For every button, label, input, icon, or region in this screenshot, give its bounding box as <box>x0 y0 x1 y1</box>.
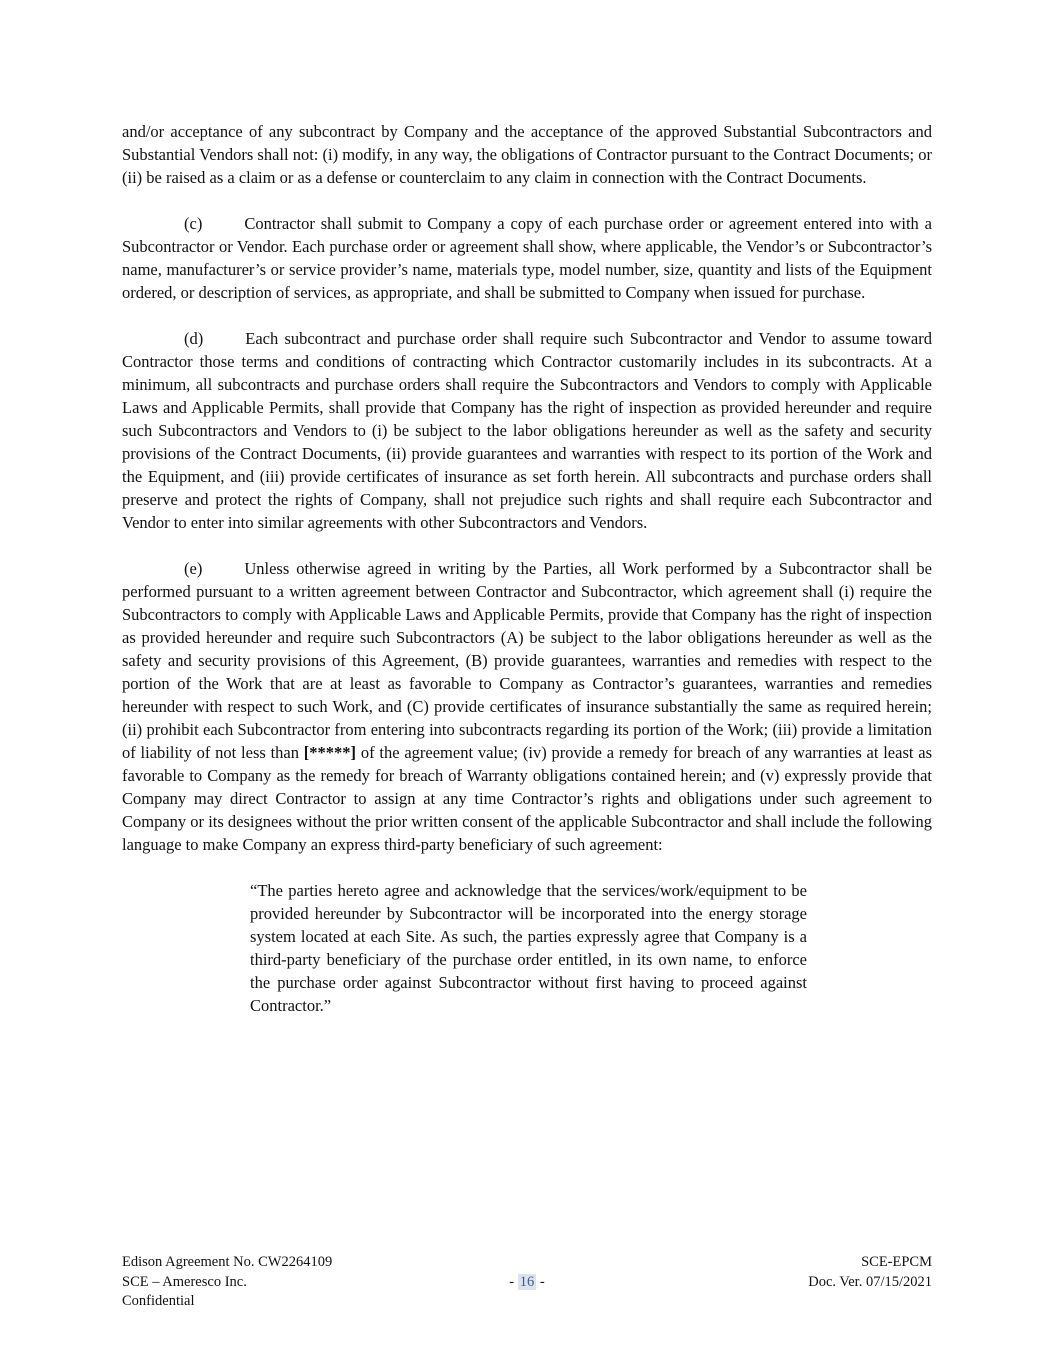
footer-parties: SCE – Ameresco Inc. <box>122 1273 247 1290</box>
paragraph-c-label: (c) <box>184 214 203 233</box>
paragraph-continuation <box>122 120 932 189</box>
paragraph-d-label: (d) <box>184 329 204 348</box>
footer-confidential-label: Confidential <box>122 1293 195 1309</box>
redacted-value: [*****] <box>303 743 357 762</box>
block-quote <box>250 879 807 1017</box>
document-body <box>122 120 932 1017</box>
paragraph-d <box>122 327 932 534</box>
paragraph-c <box>122 212 932 304</box>
paragraph-e-text-before: Unless otherwise agreed in writing by the Parties, all Work performed by a Subcontractor shall be performed pursuant to a written agreement between Contractor and Subcontractor, which agreement shall (i) require the Subcontractors to comply with Applicable Laws and Applicable Permits, provide that Company has the right of inspection as provided hereunder and require such Subcontractors (A) be subject to the labor obligations hereunder as well as the safety and security provisions of this Agreement, (B) provide guarantees, warranties and remedies with respect to the portion of the Work that are at least as favorable to Company as Contractor’s guarantees, warranties and remedies hereunder with respect to such Work, and (C) provide certificates of insurance substantially the same as required herein; (ii) prohibit each Subcontractor from entering into subcontracts regarding its portion of the Work; (iii) provide a limitation of liability of not less than <box>122 559 932 762</box>
page-number-field: 16 <box>519 1273 535 1290</box>
footer-page-number <box>509 1253 544 1292</box>
footer-right-block <box>545 1253 932 1292</box>
footer-left-block <box>122 1253 509 1312</box>
paragraph-e-label: (e) <box>184 559 203 578</box>
footer-doc-version: Doc. Ver. 07/15/2021 <box>808 1273 932 1290</box>
page-number-prefix: - <box>509 1273 518 1290</box>
paragraph-c-text: Contractor shall submit to Company a copy of each purchase order or agreement entered into with a Subcontractor or Vendor. Each purchase order or agreement shall show, where applicable, the Vendor’s or Subcontractor’s name, manufacturer’s or service provider’s name, materials type, model number, size, quantity and lists of the Equipment ordered, or description of services, as appropriate, and shall be submitted to Company when issued for purchase. <box>122 214 932 302</box>
footer-agreement-number: Edison Agreement No. CW2264109 <box>122 1254 333 1270</box>
page-number-suffix: - <box>536 1273 545 1290</box>
paragraph-e <box>122 557 932 856</box>
paragraph-continuation-text: and/or acceptance of any subcontract by Company and the acceptance of the approved Substantial Subcontractors and Substantial Vendors shall not: (i) modify, in any way, the obligations of Contractor pursuant to the Contract Documents; or (ii) be raised as a claim or as a defense or counterclaim to any claim in connection with the Contract Documents. <box>122 122 932 187</box>
paragraph-d-text: Each subcontract and purchase order shall require such Subcontractor and Vendor to assume toward Contractor those terms and conditions of contracting which Contractor customarily includes in its subcontracts. At a minimum, all subcontracts and purchase orders shall require the Subcontractors and Vendors to comply with Applicable Laws and Applicable Permits, shall provide that Company has the right of inspection as provided hereunder and require such Subcontractors and Vendors to (i) be subject to the labor obligations hereunder as well as the safety and security provisions of the Contract Documents, (ii) provide guarantees and warranties with respect to its portion of the Work and the Equipment, and (iii) provide certificates of insurance as set forth herein. All subcontracts and purchase orders shall preserve and protect the rights of Company, shall not prejudice such rights and shall require each Subcontractor and Vendor to enter into similar agreements with other Subcontractors and Vendors. <box>122 329 932 532</box>
page-footer <box>122 1253 932 1312</box>
footer-doc-type: SCE-EPCM <box>861 1254 932 1270</box>
block-quote-text: “The parties hereto agree and acknowledge that the services/work/equipment to be provided hereunder by Subcontractor will be incorporated into the energy storage system located at each Site. As such, the parties expressly agree that Company is a third-party beneficiary of the purchase order entitled, in its own name, to enforce the purchase order against Subcontractor without first having to proceed against Contractor.” <box>250 881 807 1015</box>
paragraph-e-text-after: of the agreement value; (iv) provide a remedy for breach of any warranties at least as favorable to Company as the remedy for breach of Warranty obligations contained herein; and (v) expressly provide that Company may direct Contractor to assign at any time Contractor’s rights and obligations under such agreement to Company or its designees without the prior written consent of the applicable Subcontractor and shall include the following language to make Company an express third-party beneficiary of such agreement: <box>122 743 932 854</box>
